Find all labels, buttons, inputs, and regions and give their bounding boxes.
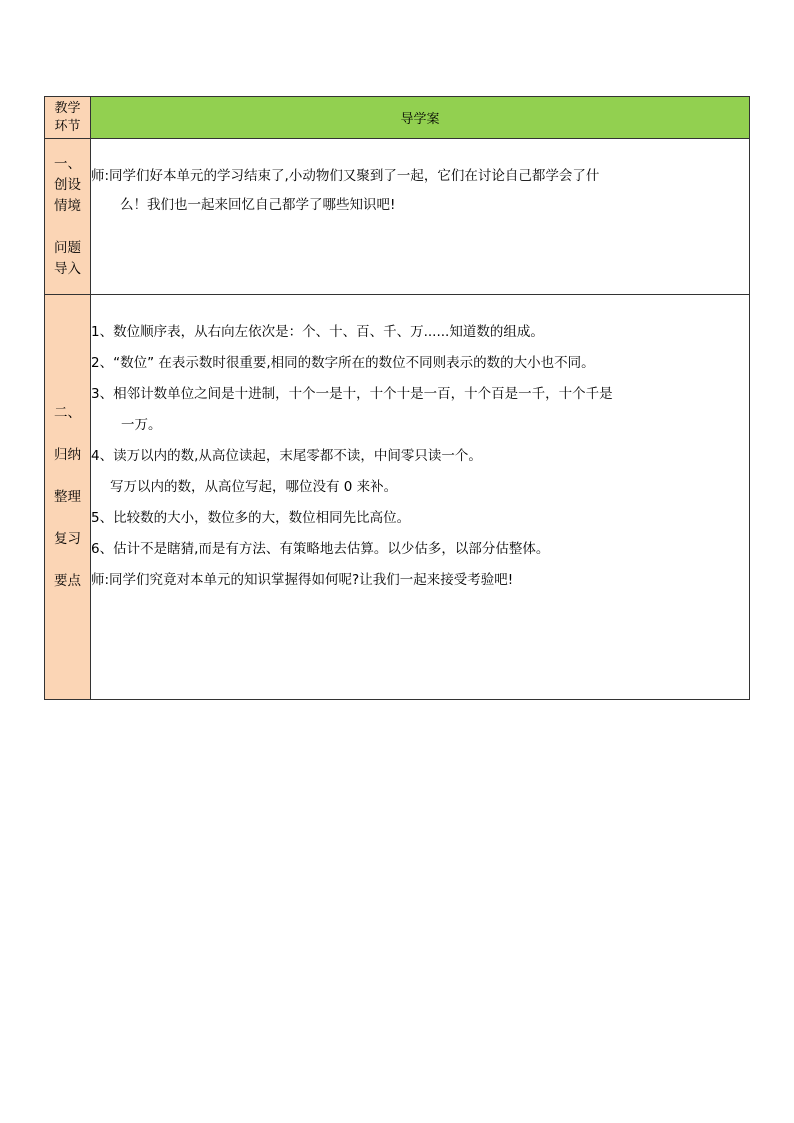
- section2-label-line: [45, 424, 90, 445]
- section2-label-line: [45, 550, 90, 571]
- header-plan-title: 导学案: [400, 112, 440, 127]
- section1-label-line: 导入: [54, 260, 81, 277]
- section2-label-line: 整理: [54, 488, 81, 505]
- section2-row: [45, 295, 750, 700]
- header-stage-cell: [45, 97, 91, 139]
- lesson-plan-table: [44, 96, 750, 700]
- list-item: 3、相邻计数单位之间是十进制，十个一是十，十个十是一百，十个百是一千，十个千是: [91, 386, 613, 402]
- header-stage-line2: 环节: [54, 118, 81, 134]
- list-item: 4、读万以内的数,从高位读起，末尾零都不读，中间零只读一个。: [91, 448, 482, 464]
- header-stage-line1: 教学: [54, 100, 81, 116]
- list-item-cont: 一万。: [121, 417, 162, 433]
- section1-label-line: 问题: [54, 239, 81, 256]
- section1-label-cell: [45, 139, 91, 295]
- section2-label-line: 归纳: [54, 446, 81, 463]
- teacher-closing-line: 师:同学们究竟对本单元的知识掌握得如何呢?让我们一起来接受考验吧!: [91, 572, 514, 588]
- section2-content-cell: [91, 295, 750, 700]
- section2-label-line: 要点: [54, 572, 81, 589]
- section2-label-cell: [45, 295, 91, 700]
- list-item-sub: 写万以内的数，从高位写起，哪位没有 0 来补。: [110, 479, 398, 495]
- teacher-intro-line: 师:同学们好本单元的学习结束了,小动物们又聚到了一起，它们在讨论自己都学会了什: [91, 168, 600, 184]
- section2-label-line: 二、: [54, 404, 81, 421]
- section1-label-line: 情境: [54, 197, 81, 214]
- section2-label-line: 复习: [54, 530, 81, 547]
- list-item: 1、数位顺序表，从右向左依次是：个、十、百、千、万......知道数的组成。: [91, 324, 544, 340]
- list-item: 6、估计不是瞎猜,而是有方法、有策略地去估算。以少估多，以部分估整体。: [91, 541, 550, 557]
- section1-label-line: 一、: [54, 155, 81, 172]
- section1-row: [45, 139, 750, 295]
- list-item: 5、比较数的大小，数位多的大，数位相同先比高位。: [91, 510, 411, 526]
- section1-label-line: 创设: [54, 176, 81, 193]
- section1-content-cell: [91, 139, 750, 295]
- list-item: 2、“数位” 在表示数时很重要,相同的数字所在的数位不同则表示的数的大小也不同。: [91, 355, 595, 371]
- section2-label-line: [45, 508, 90, 529]
- header-plan-cell: [91, 97, 750, 139]
- table-header-row: [45, 97, 750, 139]
- section1-label-line: [45, 217, 90, 238]
- teacher-intro-line-cont: 么！我们也一起来回忆自己都学了哪些知识吧!: [120, 197, 396, 213]
- section2-label-line: [45, 466, 90, 487]
